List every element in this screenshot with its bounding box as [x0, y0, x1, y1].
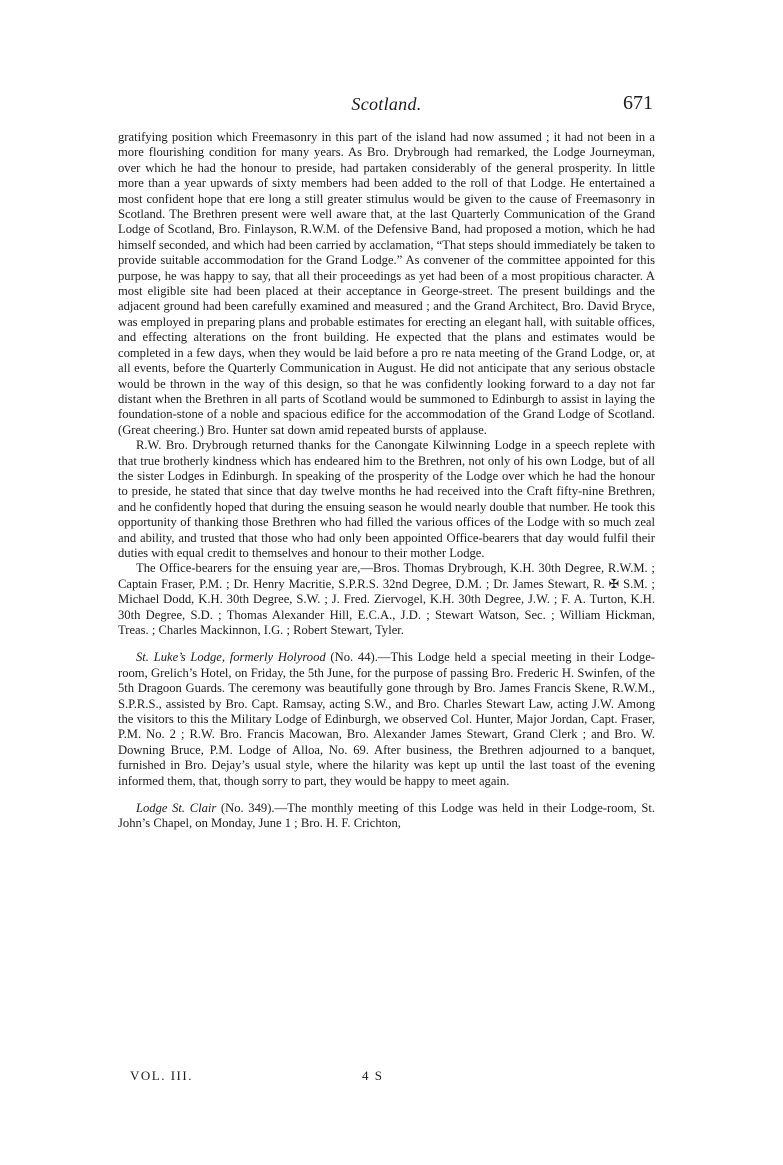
page-number: 671	[623, 92, 653, 114]
article-body	[118, 130, 655, 832]
section-heading: Lodge St. Clair	[136, 801, 217, 816]
page-footer	[130, 1068, 430, 1088]
section-heading: St. Luke’s Lodge, formerly Holyrood	[136, 650, 326, 665]
running-title: Scotland.	[351, 94, 422, 114]
paragraph-text: (No. 349).—The monthly meeting of this Lodge was held in their Lodge-room, St. John’s Chapel, on Monday, June 1 ; Bro. H. F. Crichton,	[118, 801, 655, 831]
paragraph-lodge-st-clair	[118, 801, 655, 832]
paragraph-text: The Office-bearers for the ensuing year are,—Bros. Thomas Drybrough, K.H. 30th Degree, R.W.M. ; Captain Fraser, P.M. ; Dr. Henry Macritie, S.P.R.S. 32nd Degree, D.M. ; Dr. James Stewart, R. ✠ S.M. ; Michael Dodd, K.H. 30th Degree, S.W. ; J. Fred. Ziervogel, K.H. 30th Degree, J.W. ; F. A. Turton, K.H. 30th Degree, S.D. ; Thomas Alexander Hill, E.C.A., J.D. ; Stewart Watson, Sec. ; William Hickman, Treas. ; Charles Mackinnon, I.G. ; Robert Stewart, Tyler.	[118, 561, 655, 637]
sheet-mark: 4 S	[362, 1068, 384, 1083]
paragraph-continuation	[118, 130, 655, 438]
page-header	[118, 92, 655, 118]
paragraph-text: (No. 44).—This Lodge held a special meeting in their Lodge-room, Grelich’s Hotel, on Friday, the 5th June, for the purpose of passing Bro. Frederic H. Swinfen, of the 5th Dragoon Guards. The ceremony was beautifully gone through by Bro. James Francis Skene, R.W.M., S.P.R.S., assisted by Bro. Capt. Ramsay, acting S.W., and Bro. Charles Stewart Law, acting J.W. Among the visitors to this the Military Lodge of Edinburgh, we observed Col. Hunter, Major Jordan, Capt. Fraser, P.M. No. 2 ; R.W. Bro. Francis Macowan, Bro. Alexander James Stewart, Grand Clerk ; and Bro. W. Downing Bruce, P.M. Lodge of Alloa, No. 69. After business, the Brethren adjourned to a banquet, furnished in Bro. Dejay’s usual style, where the hilarity was kept up until the last toast of the evening informed them, that, though sorry to part, they would be happy to meet again.	[118, 650, 655, 788]
paragraph-text: gratifying position which Freemasonry in this part of the island had now assumed ; it had not been in a more flourishing condition for many years. As Bro. Drybrough had remarked, the Lodge Journeyman, over which he had the honour to preside, had partaken considerably of the general prosperity. In little more than a year upwards of sixty members had been added to the roll of that Lodge. He entertained a most confident hope that ere long a still greater stimulus would be given to the cause of Freemasonry in Scotland. The Brethren present were well aware that, at the last Quarterly Communication of the Grand Lodge of Scotland, Bro. Finlayson, R.W.M. of the Defensive Band, had proposed a motion, which he had himself seconded, and which had been carried by acclamation, “That steps should immediately be taken to provide suitable accommodation for the Grand Lodge.” As convener of the committee appointed for this purpose, he was happy to say, that all their proceedings as yet had been of a most propitious character. A most eligible site had been placed at their acceptance in George-street. The present buildings and the adjacent ground had been carefully examined and measured ; and the Grand Architect, Bro. David Bryce, was employed in preparing plans and probable estimates for erecting an elegant hall, with suitable offices, and effecting alterations on the front building. He expected that the plans and estimates would be completed in a few days, when they would be laid before a pro re nata meeting of the Grand Lodge, or, at all events, before the Quarterly Communication in August. He did not anticipate that any serious obstacle would be thrown in the way of this design, so that he was confidently looking forward to a day not far distant when the Brethren in all parts of Scotland would be summoned to Edinburgh to assist in laying the foundation-stone of a noble and spacious edifice for the accommodation of the Grand Lodge of Scotland. (Great cheering.) Bro. Hunter sat down amid repeated bursts of applause.	[118, 130, 655, 437]
volume-signature: VOL. III.	[130, 1068, 193, 1083]
paragraph-st-lukes-lodge	[118, 650, 655, 789]
paragraph-text: R.W. Bro. Drybrough returned thanks for the Canongate Kilwinning Lodge in a speech replete with that true brotherly kindness which has endeared him to the Brethren, not only of his own Lodge, but of all the sister Lodges in Edinburgh. In speaking of the prosperity of the Lodge over which he had the honour to preside, he stated that since that day twelve months he had received into the Craft fifty-nine Brethren, and he confidently hoped that during the ensuing season he would nearly double that number. He took this opportunity of thanking those Brethren who had filled the various offices of the Lodge with so much zeal and ability, and trusted that those who had only been appointed Office-bearers that day would fulfil their duties with equal credit to themselves and honour to their mother Lodge.	[118, 438, 655, 560]
paragraph-office-bearers	[118, 561, 655, 638]
paragraph-drybrough-thanks	[118, 438, 655, 561]
